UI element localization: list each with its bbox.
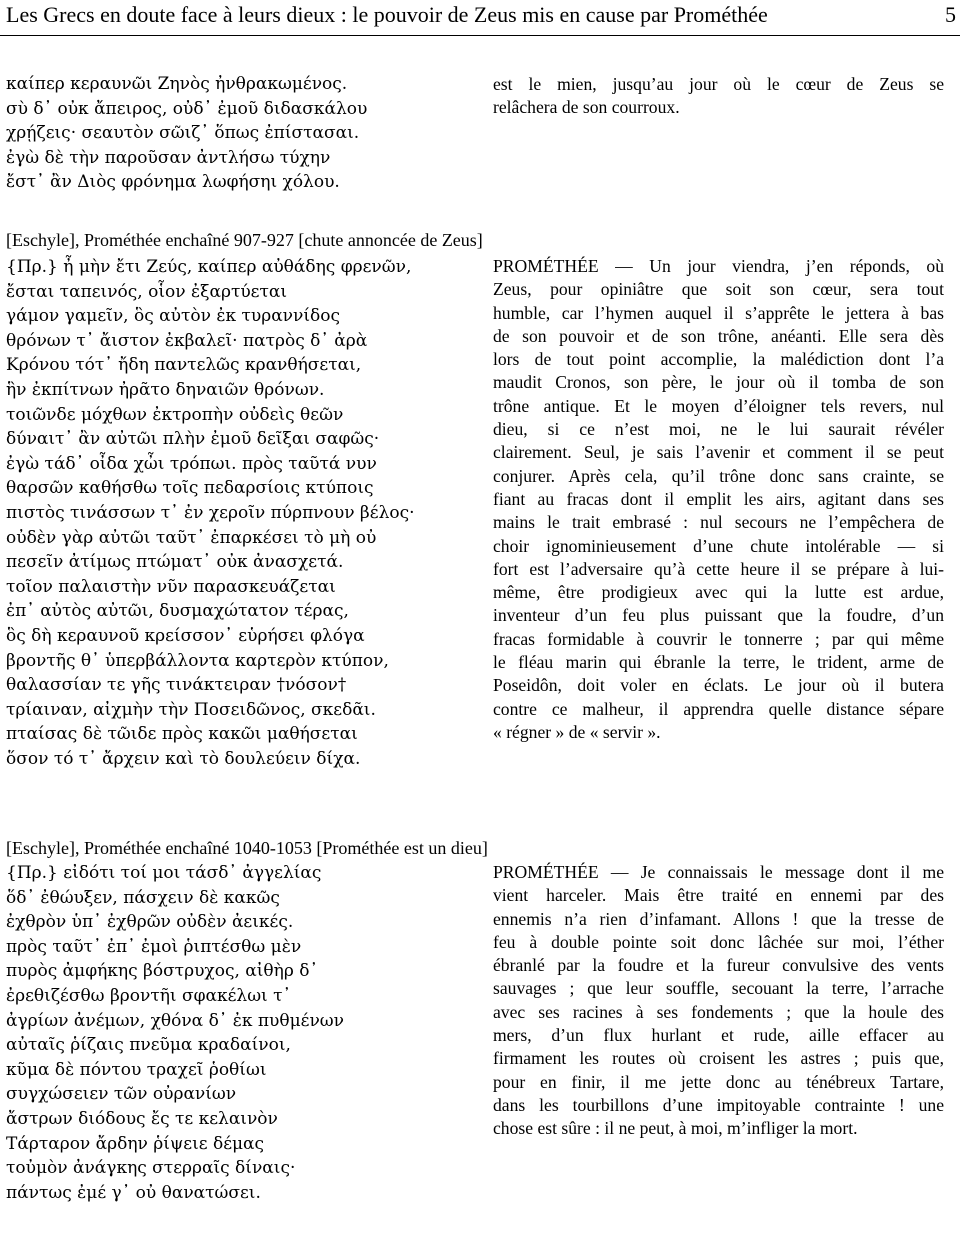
greek-verse-line: καίπερ κεραυνῶι Ζηνὸς ἠνθρακωμένος. — [6, 74, 348, 94]
french-text-line: vient harceler. Mais être traité en ennemi par des — [493, 885, 944, 906]
french-text-line: même, être prodigieux avec qui la lutte est ardue, — [493, 582, 944, 603]
greek-verse-line: ἐχθρὸν ὑπ᾽ ἐχθρῶν οὐδὲν ἀεικές. — [6, 912, 294, 933]
greek-verse-line: τοιῶνδε μόχθων ἐκτροπὴν οὐδεὶς θεῶν — [6, 404, 344, 425]
french-text-line: dans les tourbillons d’une impitoyable contrainte ! une — [493, 1094, 944, 1115]
french-text-line: feu à double pointe soit donc lâchée sur moi, l’éther — [493, 931, 944, 952]
french-text-line: clairement. Seul, je sais l’avenir et comment il se peut — [493, 442, 944, 463]
french-text-line: le fléau marin qui ébranle la terre, le trident, arme de — [493, 652, 944, 673]
french-text-line: lors de tout point accomplie, la malédiction dont l’a — [493, 349, 944, 370]
greek-verse-line: σὺ δ᾽ οὐκ ἄπειρος, οὐδ᾽ ἐμοῦ διδασκάλου — [6, 98, 368, 119]
greek-verse-line: πταίσας δὲ τῶιδε πρὸς κακῶι μαθήσεται — [6, 724, 358, 745]
greek-verse-line: γάμον γαμεῖν, ὃς αὐτὸν ἐκ τυραννίδος — [6, 306, 341, 327]
greek-verse-line: κῦμα δὲ πόντου τραχεῖ ῥοθίωι — [6, 1059, 267, 1080]
french-text-line: maudit Cronos, son père, le jour où il tomba de son — [493, 372, 944, 393]
greek-verse-line: βροντῆς θ᾽ ὑπερβάλλοντα καρτερὸν κτύπον, — [6, 650, 389, 671]
greek-verse-line: ὃς δὴ κεραυνοῦ κρείσσον᾽ εὑρήσει φλόγα — [6, 625, 365, 646]
greek-verse-line: αὐταῖς ῥίζαις πνεῦμα κραδαίνοι, — [6, 1035, 291, 1056]
page-header — [0, 0, 960, 36]
greek-verse-line: δύναιτ᾽ ἂν αὐτῶι πλὴν ἐμοῦ δεῖξαι σαφῶς· — [6, 429, 380, 450]
greek-verse-line: τρίαιναν, αἰχμὴν τὴν Ποσειδῶνος, σκεδᾶι. — [6, 699, 376, 720]
french-text-line: PROMÉTHÉE — Un jour viendra, j’en réponds, où — [493, 256, 944, 276]
french-text-line: humble, car l’hymen auquel il s’apprête le jettera à bas — [493, 302, 944, 323]
section-heading-907-927: [Eschyle], Prométhée enchaîné 907-927 [chute annoncée de Zeus] — [6, 230, 483, 250]
french-text-line: fiant au fracas dont il emplit les airs, agitant dans ses — [493, 488, 944, 509]
greek-verse-line: ἐγὼ δὲ τὴν παροῦσαν ἀντλήσω τύχην — [6, 147, 331, 168]
greek-verse-line: Κρόνου τότ᾽ ἤδη παντελῶς κρανθήσεται, — [6, 355, 362, 376]
french-text-line: fort est l’adversaire qu’à cette heure il se prépare à lui- — [493, 558, 944, 579]
greek-verse-line: θαλασσίαν τε γῆς τινάκτειραν †νόσον† — [6, 675, 347, 696]
french-text-line: ennemis n’a rien d’infamant. Allons ! que la tresse de — [493, 908, 944, 929]
french-text-line: choir ignominieusement d’une chute intolérable — si — [493, 535, 944, 556]
french-text-line: est le mien, jusqu’au jour où le cœur de Zeus se — [493, 74, 944, 94]
greek-verse-line: ἀγρίων ἀνέμων, χθόνα δ᾽ ἐκ πυθμένων — [6, 1010, 344, 1031]
greek-verse-line: πυρὸς ἀμφήκης βόστρυχος, αἰθὴρ δ᾽ — [6, 961, 318, 982]
greek-verse-line: ἣν ἐκπίτνων ἠρᾶτο δηναιῶν θρόνων. — [6, 379, 325, 400]
greek-verse-line: χρῄζεις· σεαυτὸν σῶιζ᾽ ὅπως ἐπίστασαι. — [6, 123, 360, 144]
greek-verse-line: ἐπ᾽ αὐτὸς αὐτῶι, δυσμαχώτατον τέρας, — [6, 601, 349, 622]
french-text-line: mains le trait embrasé : nul secours ne l’empêchera de — [493, 512, 944, 533]
page-number: 5 — [945, 2, 956, 27]
french-text-line: sauvages ; que leur souffle, secouant la terre, l’arrache — [493, 978, 944, 999]
french-text-line: contre ce malheur, il apprendra quelle distance sépare — [493, 698, 944, 719]
greek-verse-line: ἔσται ταπεινός, οἷον ἐξαρτύεται — [6, 281, 288, 302]
greek-verse-line: πρὸς ταῦτ᾽ ἐπ᾽ ἐμοὶ ῥιπτέσθω μὲν — [6, 936, 302, 957]
french-translation-block-1 — [493, 73, 944, 120]
french-text-line: dieu, si ce n’est moi, ne le lui saurait révéler — [493, 419, 944, 440]
greek-verse-line: {Πρ.} εἰδότι τοί μοι τάσδ᾽ ἀγγελίας — [6, 863, 322, 883]
greek-text-block-1 — [6, 72, 367, 195]
greek-verse-line: ἄστρων διόδους ἔς τε κελαινὸν — [6, 1108, 278, 1129]
greek-verse-line: τοὐμὸν ἀνάγκης στερραῖς δίναις· — [6, 1158, 296, 1179]
french-translation-block-3 — [493, 861, 944, 1141]
greek-verse-line: πεσεῖν ἀτίμως πτώματ᾽ οὐκ ἀνασχετά. — [6, 552, 344, 573]
french-text-line: PROMÉTHÉE — Je connaissais le message dont il me — [493, 862, 944, 882]
french-text-line: pour en finir, il me jette donc au ténébreux Tartare, — [493, 1071, 944, 1092]
french-text-line: firmament les routes où croisent les astres ; puis que, — [493, 1048, 944, 1069]
french-text-line: inventeur d’un feu plus puissant que la foudre, d’un — [493, 605, 944, 626]
greek-verse-line: συγχώσειεν τῶν οὐρανίων — [6, 1084, 237, 1105]
french-text-line: Poseidôn, doit voler en éclats. Le jour où il butera — [493, 675, 944, 696]
french-text-line: relâchera de son courroux. — [493, 97, 680, 118]
french-text-line: « régner » de « servir ». — [493, 721, 661, 742]
greek-verse-line: τοῖον παλαιστὴν νῦν παρασκευάζεται — [6, 576, 336, 597]
greek-verse-line: πιστὸς τινάσσων τ᾽ ἐν χεροῖν πύρπνουν βέλος· — [6, 502, 415, 523]
french-text-line: avec ses racines à ses fondements ; que la houle des — [493, 1001, 944, 1022]
french-text-line: trône antique. Et le moyen d’éloigner tels revers, nul — [493, 395, 944, 416]
greek-verse-line: θαρσῶν καθήσθω τοῖς πεδαρσίοις κτύποις — [6, 478, 374, 499]
french-text-line: conjurer. Après cela, qu’il trône donc sans crainte, se — [493, 465, 944, 486]
french-text-line: ébranlé par la foudre et la fureur convulsive des vents — [493, 955, 944, 976]
greek-verse-line: πάντως ἐμέ γ᾽ οὐ θανατώσει. — [6, 1182, 261, 1203]
french-text-line: fracas formidable à couvrir le tonnerre ; par qui même — [493, 628, 944, 649]
section-heading-1040-1053: [Eschyle], Prométhée enchaîné 1040-1053 [Prométhée est un dieu] — [6, 838, 488, 858]
greek-verse-line: ὅδ᾽ ἐθώυξεν, πάσχειν δὲ κακῶς — [6, 887, 280, 908]
french-text-line: de son pouvoir et de son trône, anéanti. Elle sera dès — [493, 325, 944, 346]
greek-verse-line: Τάρταρον ἄρδην ῥίψειε δέμας — [6, 1133, 265, 1154]
french-translation-block-2 — [493, 255, 944, 744]
greek-text-block-3 — [6, 861, 344, 1205]
page-title: Les Grecs en doute face à leurs dieux : le pouvoir de Zeus mis en cause par Prométhée — [6, 2, 768, 27]
greek-verse-line: θρόνων τ᾽ ἄιστον ἐκβαλεῖ· πατρὸς δ᾽ ἀρὰ — [6, 330, 368, 351]
greek-verse-line: {Πρ.} ἦ μὴν ἔτι Ζεύς, καίπερ αὐθάδης φρενῶν, — [6, 257, 412, 277]
greek-verse-line: ἐρεθιζέσθω βροντῆι σφακέλωι τ᾽ — [6, 985, 292, 1006]
greek-verse-line: ἔστ᾽ ἂν Διὸς φρόνημα λωφήσηι χόλου. — [6, 172, 340, 193]
greek-verse-line: ἐγὼ τάδ᾽ οἶδα χὦι τρόπωι. πρὸς ταῦτά νυν — [6, 453, 377, 474]
greek-text-block-2 — [6, 255, 415, 771]
greek-verse-line: οὐδὲν γὰρ αὐτῶι ταῦτ᾽ ἐπαρκέσει τὸ μὴ οὐ — [6, 527, 377, 548]
french-text-line: Zeus, pour opiniâtre que soit son cœur, sera tout — [493, 279, 944, 300]
french-text-line: mers, d’un flux hurlant et rude, aille effacer au — [493, 1025, 944, 1046]
french-text-line: chose est sûre : il ne peut, à moi, m’infliger la mort. — [493, 1118, 858, 1139]
greek-verse-line: ὅσον τό τ᾽ ἄρχειν καὶ τὸ δουλεύειν δίχα. — [6, 748, 361, 769]
